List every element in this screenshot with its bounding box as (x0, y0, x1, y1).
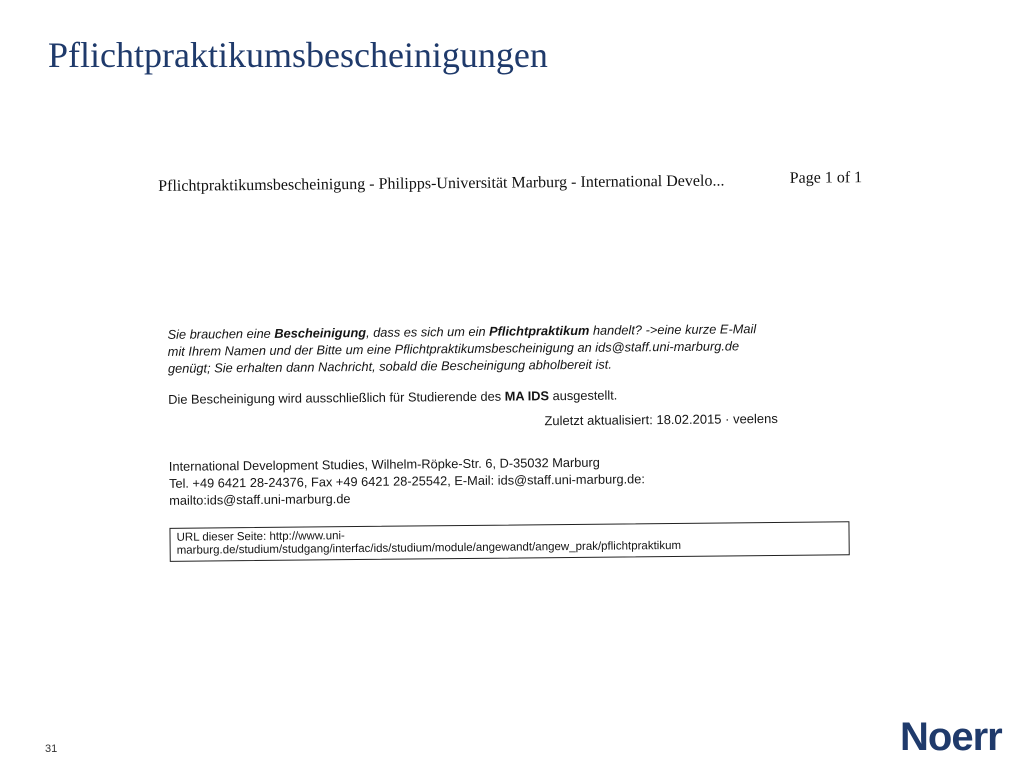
slide-title: Pflichtpraktikumsbescheinigungen (48, 35, 548, 75)
document-body (168, 319, 860, 509)
contact-mailto-link[interactable]: mailto:ids@staff.uni-marburg.de (169, 491, 351, 508)
contact-phone-email: Tel. +49 6421 28-24376, Fax +49 6421 28-25542, E-Mail: ids@staff.uni-marburg.de: (168, 471, 645, 491)
noerr-logo-text: Noerr (900, 715, 1002, 754)
info-text-2: , dass es sich um ein (365, 323, 490, 340)
eligibility-paragraph (168, 384, 858, 408)
info-text-1: Sie brauchen eine (167, 325, 275, 342)
info-line-3: genügt; Sie erhalten dann Nachricht, sobald die Bescheinigung abholbereit ist. (167, 356, 612, 376)
info-text-3: handelt? ->eine kurze E-Mail (589, 321, 757, 338)
url-line-2[interactable]: marburg.de/studium/studgang/interfac/ids/studium/module/angewandt/angew_prak/pflichtpraktikum (176, 539, 682, 557)
certificate-info-paragraph (168, 319, 858, 377)
scanned-document (150, 161, 874, 588)
contact-block (169, 451, 859, 509)
info-line-2: mit Ihrem Namen und der Bitte um eine Pflichtpraktikumsbescheinigung an ids@staff.uni-marburg.de (167, 338, 740, 359)
noerr-logo (900, 714, 1004, 754)
contact-address: International Development Studies, Wilhelm-Röpke-Str. 6, D-35032 Marburg (168, 454, 600, 474)
page-url-box (169, 521, 849, 562)
slide-number: 31 (45, 743, 58, 755)
last-updated-line: Zuletzt aktualisiert: 18.02.2015 · veelens (544, 410, 778, 429)
issued-text-1: Die Bescheinigung wird ausschließlich für Studierende des (168, 388, 505, 407)
issued-program: MA IDS (504, 388, 550, 404)
document-header-title: Pflichtpraktikumsbescheinigung - Philipps-Universität Marburg - International Develo... (158, 172, 725, 195)
info-bold-internship: Pflichtpraktikum (489, 322, 590, 339)
url-line-1[interactable]: URL dieser Seite: http://www.uni- (176, 530, 345, 544)
info-bold-certificate: Bescheinigung (274, 324, 367, 341)
issued-text-2: ausgestellt. (548, 387, 618, 404)
document-page-indicator: Page 1 of 1 (789, 169, 863, 187)
